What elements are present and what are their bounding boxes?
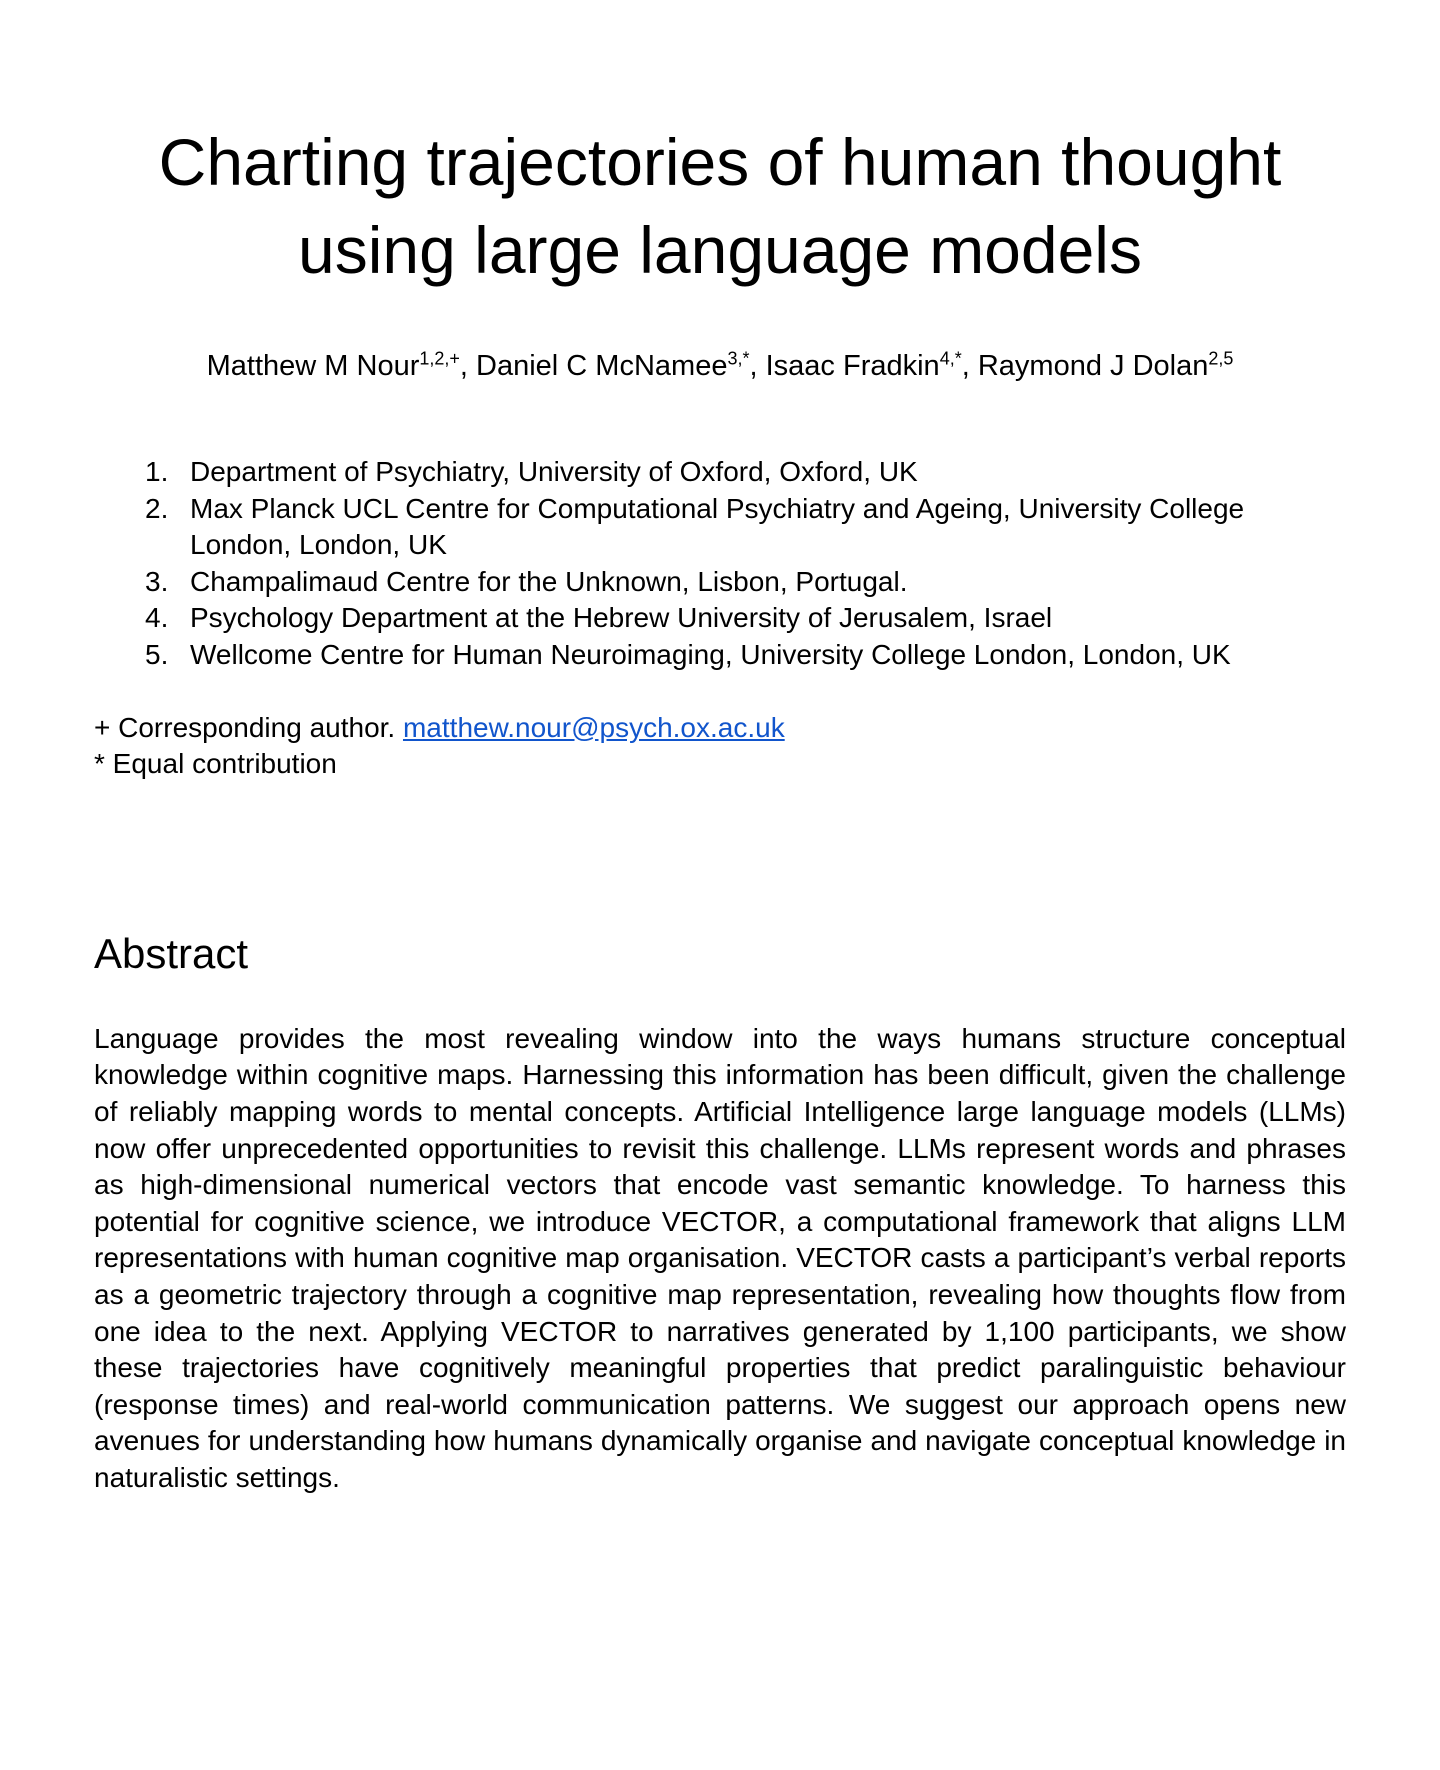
affiliation-item	[94, 491, 1346, 564]
affiliation-list	[94, 454, 1346, 674]
affiliation-text: Department of Psychiatry, University of Oxford, Oxford, UK	[190, 456, 918, 487]
author-affiliation-superscript: 2,5	[1208, 348, 1234, 369]
affiliation-item	[94, 564, 1346, 601]
affiliation-text: Champalimaud Centre for the Unknown, Lisbon, Portugal.	[190, 565, 908, 597]
correspondence-line	[94, 710, 1346, 747]
affiliation-number: 5.	[145, 638, 169, 670]
author-name: Raymond J Dolan$^{2,5}$	[977, 348, 1234, 382]
affiliation-number: 4.	[145, 602, 169, 634]
paper-title	[94, 118, 1346, 294]
author-line: Matthew M Nour$^{1,2,+}$, Daniel C McNamee$^{3,*}$, Isaac Fradkin$^{4,*}$, Raymond J Dolan$^{2,5}$	[206, 348, 1234, 382]
author-name: Matthew M Nour$^{1,2,+}$	[206, 348, 460, 382]
author-name: Daniel C McNamee$^{3,*}$	[476, 348, 750, 382]
affiliation-number: 1.	[145, 456, 169, 487]
paper-title-line-1: Charting trajectories of human thought	[158, 125, 1282, 199]
correspondence-prefix: + Corresponding author.	[94, 711, 403, 743]
affiliation-number: 3.	[145, 565, 169, 597]
affiliation-text: Max Planck UCL Centre for Computational Psychiatry and Ageing, University College London, London, UK	[190, 492, 1245, 561]
equal-contribution-line: * Equal contribution	[94, 748, 337, 780]
affiliation-text: Psychology Department at the Hebrew University of Jerusalem, Israel	[190, 602, 1053, 634]
author-affiliation-superscript: 4,*	[939, 348, 962, 369]
affiliation-item	[94, 454, 1346, 491]
abstract-heading: Abstract	[94, 929, 249, 977]
author-affiliation-superscript: 1,2,+	[419, 348, 460, 369]
author-affiliation-superscript: 3,*	[727, 348, 750, 369]
corresponding-email-link[interactable]: matthew.nour@psych.ox.ac.uk	[402, 711, 785, 743]
document-page	[0, 118, 1440, 1770]
affiliation-text: Wellcome Centre for Human Neuroimaging, University College London, London, UK	[190, 638, 1231, 670]
abstract-paragraph: Language provides the most revealing window into the ways humans structure conceptual knowledge within cognitive maps. Harnessing this information has been difficult, given the challenge of reliably mapping words to mental concepts. Artificial Intelligence large language models (LLMs) now offer unprecedented opportunities to revisit this challenge. LLMs represent words and phrases as high-dimensional numerical vectors that encode vast semantic knowledge. To harness this potential for cognitive science, we introduce VECTOR, a computational framework that aligns LLM representations with human cognitive map organisation. VECTOR casts a participant’s verbal reports as a geometric trajectory through a cognitive map representation, revealing how thoughts flow from one idea to the next. Applying VECTOR to narratives generated by 1,100 participants, we show these trajectories have cognitively meaningful properties that predict paralinguistic behaviour (response times) and real-world communication patterns. We suggest our approach opens new avenues for understanding how humans dynamically organise and navigate conceptual knowledge in naturalistic settings.	[94, 1022, 1346, 1493]
affiliation-item	[94, 637, 1346, 674]
affiliation-number: 2.	[145, 492, 169, 524]
paper-title-line-2: using large language models	[298, 213, 1142, 287]
author-name: Isaac Fradkin$^{4,*}$	[765, 348, 962, 382]
affiliation-item	[94, 600, 1346, 637]
